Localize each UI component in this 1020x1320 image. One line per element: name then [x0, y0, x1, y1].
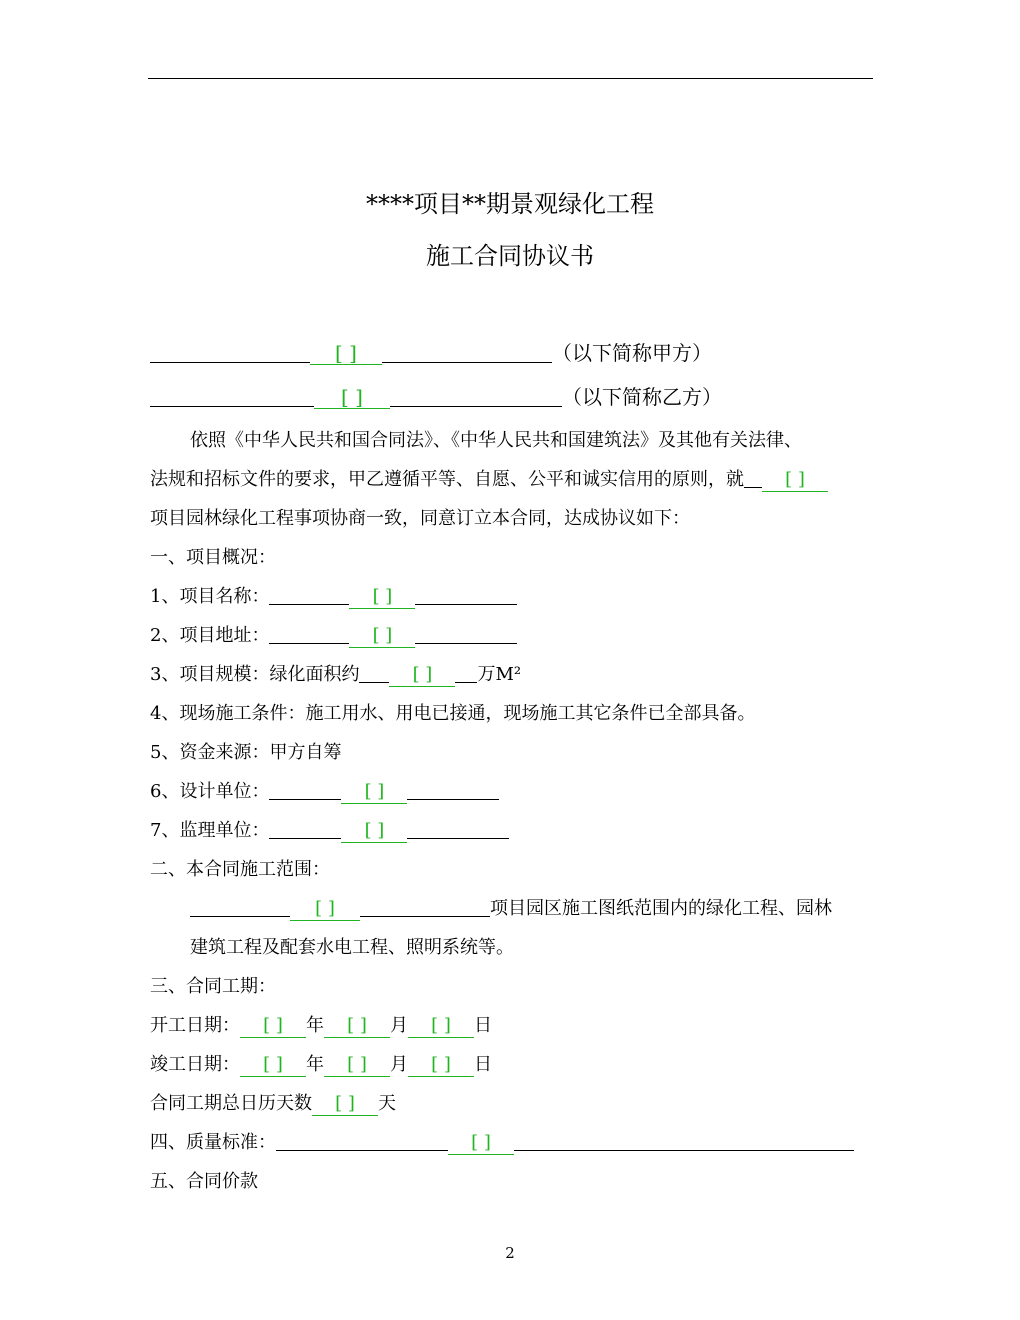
party-a-line: [150, 342, 712, 365]
party-b-blank-left[interactable]: [150, 388, 314, 407]
intro-line2-text: 法规和招标文件的要求，甲乙遵循平等、自愿、公平和诚实信用的原则，就: [150, 469, 744, 490]
party-b-line: [150, 386, 722, 409]
supervision-unit-label: 7、监理单位：: [150, 820, 270, 841]
total-days-unit: 天: [378, 1093, 396, 1114]
end-day-placeholder[interactable]: [ ]: [408, 1054, 474, 1077]
project-address-blank-left[interactable]: [269, 625, 349, 644]
design-unit-line: [150, 781, 499, 804]
project-name-blank-right[interactable]: [415, 586, 517, 605]
start-year-placeholder[interactable]: [ ]: [240, 1015, 306, 1038]
project-address-line: [150, 625, 517, 648]
site-conditions: 4、现场施工条件：施工用水、用电已接通，现场施工其它条件已全部具备。: [150, 703, 756, 724]
total-days-label: 合同工期总日历天数: [150, 1093, 312, 1114]
scope-line2: 建筑工程及配套水电工程、照明系统等。: [190, 937, 514, 958]
supervision-unit-blank-left[interactable]: [269, 820, 341, 839]
party-a-blank-right[interactable]: [382, 344, 552, 363]
quality-blank-left[interactable]: [276, 1132, 448, 1151]
section2-heading: 二、本合同施工范围：: [150, 859, 330, 880]
intro-blank[interactable]: [744, 469, 762, 488]
intro-project-placeholder[interactable]: [ ]: [762, 469, 828, 492]
project-address-placeholder[interactable]: [ ]: [349, 625, 415, 648]
start-day-unit: 日: [474, 1015, 492, 1036]
party-a-label: （以下简称甲方）: [552, 341, 712, 365]
project-scale-unit: 万M²: [477, 664, 522, 685]
project-address-label: 2、项目地址：: [150, 625, 270, 646]
project-address-blank-right[interactable]: [415, 625, 517, 644]
project-scale-blank-right[interactable]: [455, 664, 477, 683]
section3-heading: 三、合同工期：: [150, 976, 276, 997]
quality-placeholder[interactable]: [ ]: [448, 1132, 514, 1155]
project-name-line: [150, 586, 517, 609]
end-month-placeholder[interactable]: [ ]: [324, 1054, 390, 1077]
section5-heading: 五、合同价款: [150, 1171, 258, 1192]
project-name-placeholder[interactable]: [ ]: [349, 586, 415, 609]
total-days-line: [150, 1093, 396, 1116]
header-rule: [148, 78, 873, 79]
start-day-placeholder[interactable]: [ ]: [408, 1015, 474, 1038]
party-b-blank-right[interactable]: [390, 388, 562, 407]
project-name-label: 1、项目名称：: [150, 586, 270, 607]
start-month-placeholder[interactable]: [ ]: [324, 1015, 390, 1038]
project-scale-blank-left[interactable]: [359, 664, 389, 683]
section1-heading: 一、项目概况：: [150, 547, 276, 568]
page-number: 2: [505, 1244, 515, 1262]
total-days-placeholder[interactable]: [ ]: [312, 1093, 378, 1116]
design-unit-blank-left[interactable]: [269, 781, 341, 800]
design-unit-blank-right[interactable]: [407, 781, 499, 800]
doc-title-line2: 施工合同协议书: [426, 242, 594, 270]
end-year-placeholder[interactable]: [ ]: [240, 1054, 306, 1077]
quality-blank-right[interactable]: [514, 1132, 854, 1151]
scope-text1: 项目园区施工图纸范围内的绿化工程、园林: [490, 898, 832, 919]
quality-standard-line: [150, 1132, 854, 1155]
intro-line2: [150, 469, 828, 492]
start-month-unit: 月: [390, 1015, 408, 1036]
start-date-label: 开工日期：: [150, 1015, 240, 1036]
end-year-unit: 年: [306, 1054, 324, 1075]
scope-placeholder[interactable]: [ ]: [290, 898, 360, 921]
design-unit-placeholder[interactable]: [ ]: [341, 781, 407, 804]
design-unit-label: 6、设计单位：: [150, 781, 270, 802]
supervision-unit-placeholder[interactable]: [ ]: [341, 820, 407, 843]
start-year-unit: 年: [306, 1015, 324, 1036]
party-a-placeholder[interactable]: [ ]: [310, 342, 382, 365]
project-scale-line: [150, 664, 521, 687]
supervision-unit-line: [150, 820, 509, 843]
scope-blank-right[interactable]: [360, 898, 490, 917]
project-name-blank-left[interactable]: [269, 586, 349, 605]
funding-source: 5、资金来源：甲方自筹: [150, 742, 342, 763]
intro-line3: 项目园林绿化工程事项协商一致，同意订立本合同，达成协议如下：: [150, 508, 690, 529]
party-a-blank-left[interactable]: [150, 344, 310, 363]
intro-line1: 依照《中华人民共和国合同法》、《中华人民共和国建筑法》及其他有关法律、: [190, 430, 802, 451]
doc-title-line1: ****项目**期景观绿化工程: [366, 190, 654, 218]
start-date-line: [150, 1015, 492, 1038]
party-b-placeholder[interactable]: [ ]: [314, 386, 390, 409]
scope-line1: [190, 898, 832, 921]
party-b-label: （以下简称乙方）: [562, 385, 722, 409]
scope-blank-left[interactable]: [190, 898, 290, 917]
supervision-unit-blank-right[interactable]: [407, 820, 509, 839]
project-scale-placeholder[interactable]: [ ]: [389, 664, 455, 687]
end-date-label: 竣工日期：: [150, 1054, 240, 1075]
quality-standard-label: 四、质量标准：: [150, 1132, 276, 1153]
end-date-line: [150, 1054, 492, 1077]
project-scale-label: 3、项目规模：绿化面积约: [150, 664, 360, 685]
end-day-unit: 日: [474, 1054, 492, 1075]
end-month-unit: 月: [390, 1054, 408, 1075]
